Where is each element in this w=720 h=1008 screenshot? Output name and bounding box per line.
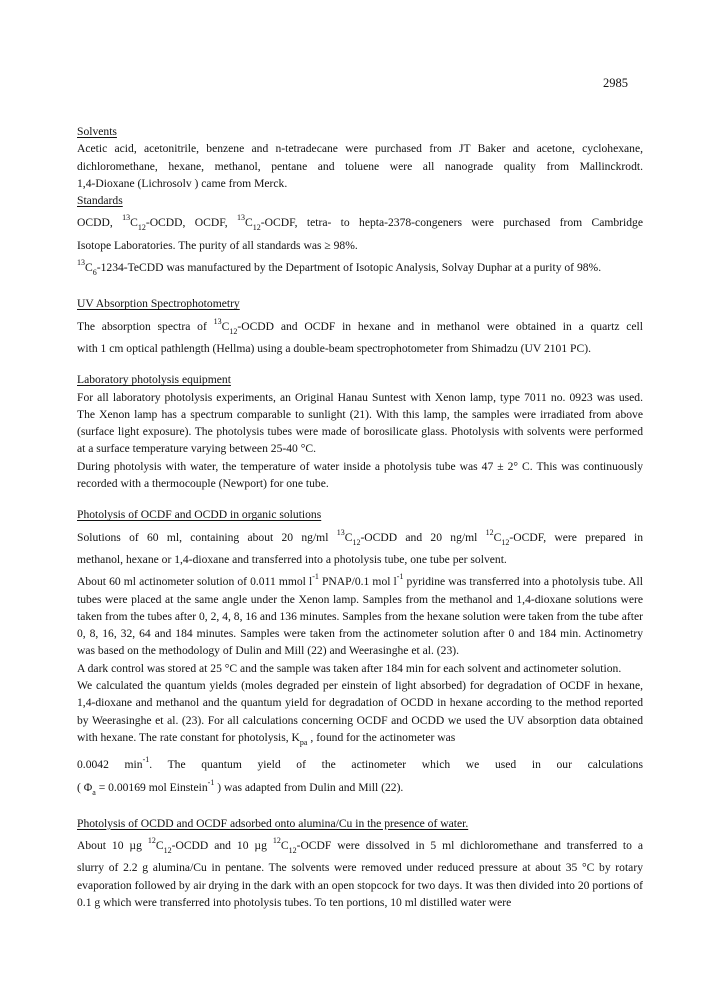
page-content bbox=[77, 123, 643, 911]
heading-uv-absorption: UV Absorption Spectrophotometry bbox=[77, 297, 240, 311]
heading-lab-equipment: Laboratory photolysis equipment bbox=[77, 373, 231, 387]
solvents-line-1: Acetic acid, acetonitrile, benzene and n-tetradecane were purchased from JT Baker and acetone, cyclohexane, bbox=[77, 142, 643, 156]
solvents-line-2: dichloromethane, hexane, methanol, pentane and toluene were all nanograde quality from Mallinckrodt. bbox=[77, 159, 643, 173]
uv-line-1: The absorption spectra of $^{13}C_{12}$-OCDD and OCDF in hexane and in methanol were obtained in a quartz cell bbox=[77, 316, 643, 336]
organic-paragraph-4-line-rate: 0.0042 $\min^{-1}$. The quantum yield of the actinometer which we used in our calculations bbox=[77, 755, 643, 772]
alumina-paragraph: slurry of 2.2 g alumina/Cu in pentane. The solvents were removed under reduced pressure at about 35 °C by rotary evaporation followed by air drying in the dark with an open stopcock for two days. It was then divided into 20 portions of 0.1 g which were transferred into photolysis tubes. To ten portions, 10 ml distilled water were bbox=[77, 861, 643, 909]
heading-solvents: Solvents bbox=[77, 125, 117, 138]
organic-paragraph-4: We calculated the quantum yields (moles degraded per einstein of light absorbed) for degradation of OCDF in hexane, 1,4-dioxane and methanol and the quantum yield for degradation of OCDD in hexane according to the method reported by Weerasinghe et al. (23). For all calculations concerning OCDF and OCDD we used the UV absorption data obtained with hexane. The rate constant for photolysis, $K_{pa}$ , found for the actinometer was bbox=[77, 679, 643, 747]
lab-paragraph-2: During photolysis with water, the temperature of water inside a photolysis tube was 47 ± 2° C. This was continuously recorded with a thermocouple (Newport) for one tube. bbox=[77, 459, 643, 491]
organic-paragraph-2: About 60 ml actinometer solution of 0.011 mmol $l^{-1}$ PNAP/0.1 mol $l^{-1}$ pyridine was transferred into a photolysis tube. All tubes were placed at the same angle under the Xenon lamp. Samples from the methanol and 1,4-dioxane solutions were taken from the tubes after 0, 2, 4, 8, 16 and 136 minutes. Samples from the hexane solution were taken from the tube after 0, 8, 16, 32, 64 and 184 minutes. Samples were taken from the actinometer solution after 0 and 184 min. Actinometry was based on the methodology of Dulin and Mill (22) and Weerasinghe et al. (23). bbox=[77, 572, 643, 658]
organic-paragraph-3: A dark control was stored at 25 °C and the sample was taken after 184 min for each solvent and actinometer solution. bbox=[77, 661, 622, 675]
uv-line-2: with 1 cm optical pathlength (Hellma) using a double-beam spectrophotometer from Shimadzu (UV 2101 PC). bbox=[77, 341, 591, 355]
solvents-line-3: 1,4-Dioxane (Lichrosolv ) came from Merck. bbox=[77, 176, 288, 190]
standards-line-1: OCDD, $^{13}C_{12}$-OCDD, OCDF, $^{13}C_{12}$-OCDF, tetra- to hepta-2378-congeners were purchased from Cambridge bbox=[77, 213, 643, 233]
heading-standards: Standards bbox=[77, 194, 123, 208]
organic-line-2: methanol, hexane or 1,4-dioxane and transferred into a photolysis tube, one tube per solvent. bbox=[77, 552, 507, 566]
alumina-line-1: About 10 µg $^{12}C_{12}$-OCDD and 10 µg $^{12}C_{12}$-OCDF were dissolved in 5 ml dichloromethane and transferred to a bbox=[77, 836, 644, 856]
standards-line-2: Isotope Laboratories. The purity of all standards was ≥ 98%. bbox=[77, 238, 358, 252]
page-number: 2985 bbox=[603, 76, 628, 90]
heading-alumina: Photolysis of OCDD and OCDF adsorbed onto alumina/Cu in the presence of water. bbox=[77, 816, 469, 830]
lab-paragraph-1: For all laboratory photolysis experiments, an Original Hanau Suntest with Xenon lamp, type 7011 no. 0923 was used. The Xenon lamp has a spectrum comparable to sunlight (21). With this lamp, the samples were irradiated from above (surface light exposure). The photolysis tubes were made of borosilicate glass. Photolysis with solvents were performed at a surface temperature varying between 25-40 °C. bbox=[77, 390, 643, 456]
organic-line-1: Solutions of 60 ml, containing about 20 ng/ml $^{13}C_{12}$-OCDD and 20 ng/ml $^{12}C_{12}$-OCDF, were prepared in bbox=[77, 527, 644, 547]
heading-organic-solutions: Photolysis of OCDF and OCDD in organic solutions bbox=[77, 508, 322, 522]
standards-line-3: $^{13}C_6-1234$-TeCDD was manufactured by the Department of Isotopic Analysis, Solvay Duphar at a purity of 98%. bbox=[77, 258, 602, 278]
organic-paragraph-4-line-phi: ( $\Phi_a = 0.00169$ mol Einstein$^{-1}$ ) was adapted from Dulin and Mill (22). bbox=[77, 777, 404, 797]
